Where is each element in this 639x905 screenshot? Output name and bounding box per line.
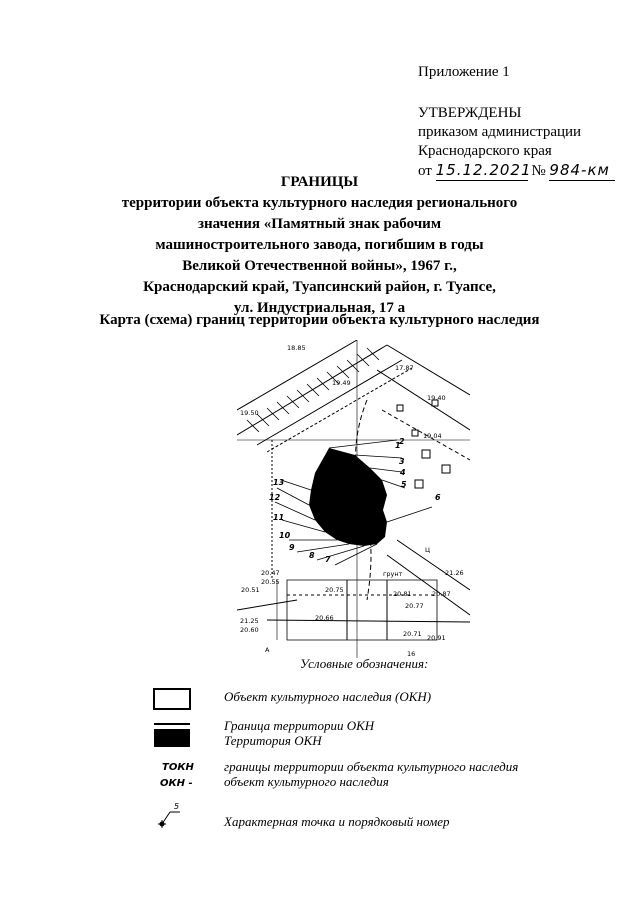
legend-boundary: Граница территории ОКН: [224, 718, 375, 733]
date-prefix: от: [418, 163, 432, 179]
elev-label: 21.25: [240, 617, 259, 625]
approval-block: [418, 104, 615, 181]
elev-label: 20.75: [325, 586, 344, 594]
title-line-3: машиностроительного завода, погибшим в годы: [155, 237, 484, 253]
point-2: 2: [399, 437, 405, 446]
appendix-label: Приложение 1: [418, 64, 510, 80]
point-6: 6: [435, 493, 441, 502]
point-1: 1: [395, 441, 401, 450]
point-4: 4: [400, 468, 406, 477]
title-heading: ГРАНИЦЫ: [280, 174, 359, 190]
legend-territory: Территория ОКН: [224, 733, 322, 748]
point-11: 11: [273, 513, 285, 522]
abbr-okn: ОКН -: [160, 778, 193, 789]
legend-okn: объект культурного наследия: [224, 774, 389, 789]
order-number: 984-км: [549, 161, 615, 181]
approved-label: УТВЕРЖДЕНЫ: [418, 105, 522, 121]
elev-label: 19.49: [332, 379, 351, 387]
title-line-1: территории объекта культурного наследия регионального: [121, 195, 518, 211]
elev-label: 20.71: [403, 630, 422, 638]
point-12: 12: [269, 493, 281, 502]
order-line-1: приказом администрации: [418, 124, 582, 140]
elev-label: 19.40: [427, 394, 446, 402]
elev-label: 20.55: [261, 578, 280, 586]
elev-label: 21.26: [445, 569, 464, 577]
okn-territory-symbol: [154, 729, 190, 747]
boundary-line-symbol: [154, 723, 190, 725]
elev-label: 20.47: [261, 569, 280, 577]
abbr-tokn: ТОКН: [162, 762, 194, 773]
map-caption: Карта (схема) границ территории объекта культурного наследия: [99, 312, 540, 328]
point-10: 10: [279, 531, 291, 540]
order-line-2: Краснодарского края: [418, 143, 552, 159]
elev-label: 17.87: [395, 364, 414, 372]
order-date: 15.12.2021: [435, 161, 532, 179]
point-symbol-number: 5: [174, 802, 180, 811]
characteristic-point-symbol: [150, 800, 190, 832]
elev-label: 19.50: [240, 409, 259, 417]
title-line-5: Краснодарский край, Туапсинский район, г. Туапсе,: [143, 279, 496, 295]
point-7: 7: [325, 555, 331, 564]
okn-object-symbol: [153, 688, 191, 710]
legend-point: Характерная точка и порядковый номер: [224, 814, 450, 829]
document-title: [0, 172, 639, 319]
elev-label: 18.85: [287, 344, 306, 352]
point-5: 5: [401, 480, 407, 489]
elev-label: 20.66: [315, 614, 334, 622]
ground-label: грунт: [383, 570, 403, 578]
elev-label: 20.81: [393, 590, 412, 598]
map-number: 16: [407, 650, 416, 658]
title-line-4: Великой Отечественной войны», 1967 г.,: [182, 258, 457, 274]
point-13: 13: [273, 478, 285, 487]
okn-territory: [309, 448, 387, 546]
elev-label: 19.04: [423, 432, 442, 440]
number-prefix: №: [531, 163, 546, 179]
title-line-6: ул. Индустриальная, 17 а: [233, 300, 406, 316]
elev-label: 20.51: [241, 586, 260, 594]
elev-label: 20.77: [405, 602, 424, 610]
legend-okn-object: Объект культурного наследия (ОКН): [224, 689, 432, 704]
map-letter: А: [265, 646, 270, 654]
point-8: 8: [309, 551, 315, 560]
title-line-2: значения «Памятный знак рабочим: [197, 216, 442, 232]
legend-tokn: границы территории объекта культурного наследия: [224, 759, 519, 774]
elev-label: 20.91: [427, 634, 446, 642]
elev-label: 20.60: [240, 626, 259, 634]
legend-title: Условные обозначения:: [300, 656, 429, 671]
boundary-map: [237, 340, 470, 658]
point-9: 9: [289, 543, 295, 552]
elev-label: 20.87: [432, 590, 451, 598]
map-letter: Ц: [425, 546, 431, 554]
point-3: 3: [399, 457, 405, 466]
